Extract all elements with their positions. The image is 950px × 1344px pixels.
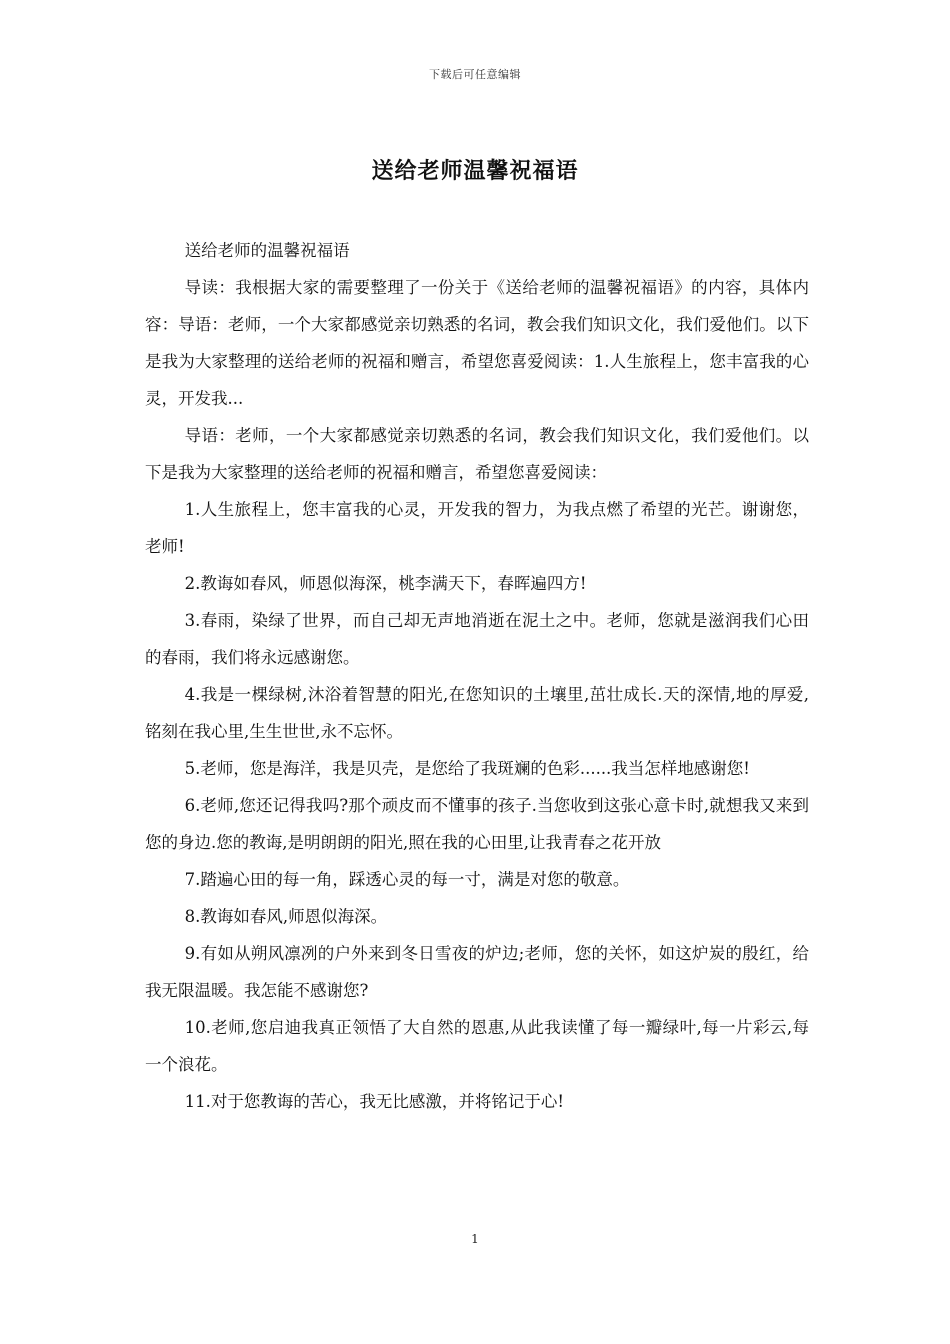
document-body (145, 232, 809, 1120)
document-title: 送给老师温馨祝福语 (371, 158, 579, 184)
wish-item-5: 5.老师，您是海洋，我是贝壳，是您给了我斑斓的色彩......我当怎样地感谢您! (184, 759, 750, 778)
wish-item-1: 1.人生旅程上，您丰富我的心灵，开发我的智力，为我点燃了希望的光芒。谢谢您，老师! (145, 500, 809, 556)
wish-item-9: 9.有如从朔风凛冽的户外来到冬日雪夜的炉边;老师，您的关怀，如这炉炭的殷红，给我无限温暖。我怎能不感谢您? (145, 944, 809, 1000)
page-number: 1 (471, 1232, 479, 1246)
wish-item-6: 6.老师,您还记得我吗?那个顽皮而不懂事的孩子.当您收到这张心意卡时,就想我又来到您的身边.您的教诲,是明朗朗的阳光,照在我的心田里,让我青春之花开放 (145, 796, 809, 852)
wish-item-7: 7.踏遍心田的每一角，踩透心灵的每一寸，满是对您的敬意。 (184, 870, 630, 889)
header-note: 下载后可任意编辑 (429, 68, 521, 81)
wish-item-8: 8.教诲如春风,师恩似海深。 (184, 907, 388, 926)
subtitle-paragraph: 送给老师的温馨祝福语 (184, 241, 350, 260)
intro-paragraph: 导读：我根据大家的需要整理了一份关于《送给老师的温馨祝福语》的内容，具体内容：导语：老师，一个大家都感觉亲切熟悉的名词，教会我们知识文化，我们爱他们。以下是我为大家整理的送给老师的祝福和赠言，希望您喜爱阅读：1.人生旅程上，您丰富我的心灵，开发我... (145, 278, 809, 408)
wish-item-2: 2.教诲如春风，师恩似海深，桃李满天下，春晖遍四方! (184, 574, 587, 593)
wish-item-3: 3.春雨，染绿了世界，而自己却无声地消逝在泥土之中。老师，您就是滋润我们心田的春雨，我们将永远感谢您。 (145, 611, 809, 667)
wish-item-4: 4.我是一棵绿树,沐浴着智慧的阳光,在您知识的土壤里,茁壮成长.天的深情,地的厚爱,铭刻在我心里,生生世世,永不忘怀。 (145, 685, 809, 741)
wish-item-11: 11.对于您教诲的苦心，我无比感激，并将铭记于心! (184, 1092, 564, 1111)
wish-item-10: 10.老师,您启迪我真正领悟了大自然的恩惠,从此我读懂了每一瓣绿叶,每一片彩云,每一个浪花。 (145, 1018, 809, 1074)
lead-paragraph: 导语：老师，一个大家都感觉亲切熟悉的名词，教会我们知识文化，我们爱他们。以下是我为大家整理的送给老师的祝福和赠言，希望您喜爱阅读： (145, 426, 809, 482)
